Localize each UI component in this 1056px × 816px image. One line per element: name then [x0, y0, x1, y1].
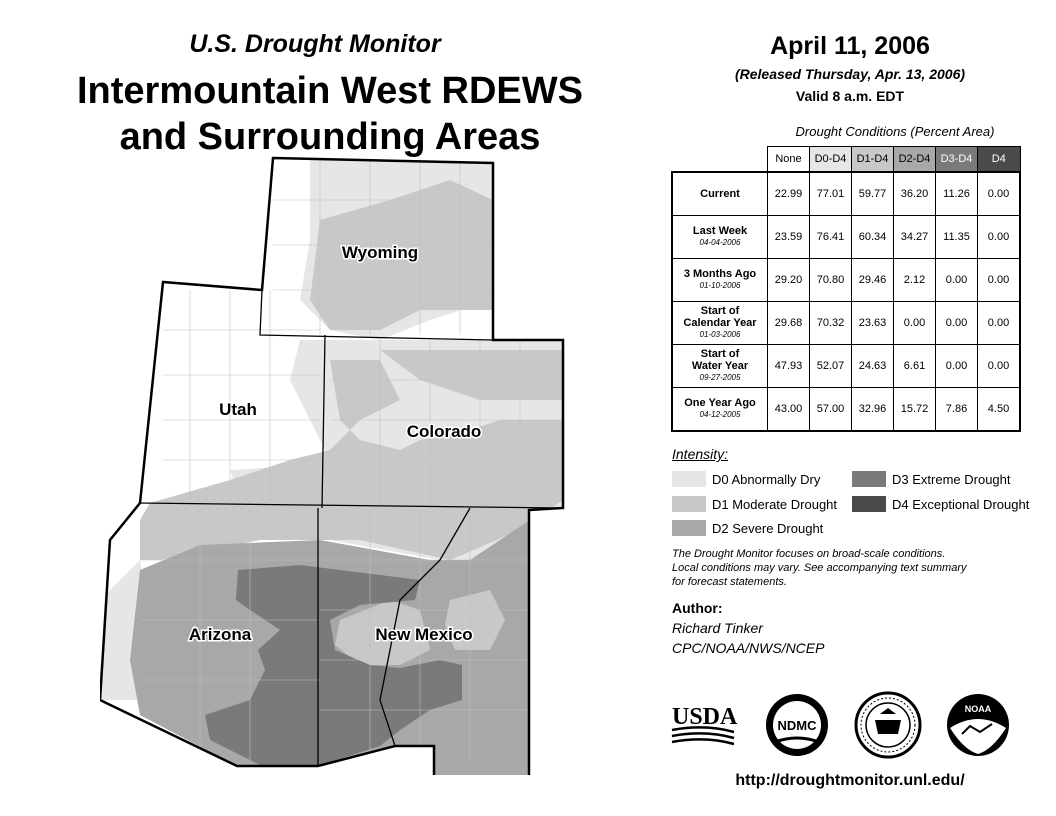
author-label: Author:	[672, 600, 723, 616]
legend-label-d4: D4 Exceptional Drought	[892, 496, 1030, 512]
table-cell: 70.32	[810, 302, 852, 345]
row-date: 09-27-2005	[699, 373, 741, 382]
row-label-text: Start of	[700, 305, 740, 317]
table-cell: 0.00	[978, 216, 1021, 259]
table-cell: 60.34	[852, 216, 894, 259]
region-title-line2: and Surrounding Areas	[119, 116, 541, 158]
row-label	[672, 259, 768, 302]
table-cell: 11.26	[936, 172, 978, 216]
note-line: for forecast statements.	[672, 576, 787, 588]
row-date: 01-10-2006	[699, 281, 741, 290]
legend-swatch-d3	[852, 471, 886, 487]
drought-conditions-table	[671, 146, 1021, 432]
table-cell: 0.00	[936, 302, 978, 345]
legend-item-d0	[672, 471, 820, 487]
table-cell: 47.93	[768, 345, 810, 388]
table-cell: 0.00	[978, 345, 1021, 388]
legend-item-d4	[852, 496, 1029, 512]
table-cell: 0.00	[936, 345, 978, 388]
table-cell: 6.61	[894, 345, 936, 388]
table-row-last-week	[672, 216, 1020, 259]
table-cell: 32.96	[852, 388, 894, 432]
ndmc-logo	[766, 694, 828, 756]
legend-title: Intensity:	[672, 446, 729, 462]
table-cell: 15.72	[894, 388, 936, 432]
row-label	[672, 345, 768, 388]
state-label-wyoming: Wyoming	[341, 243, 419, 262]
commerce-seal-logo	[856, 693, 920, 757]
col-header-d0-d4: D0-D4	[810, 147, 852, 173]
table-cell: 52.07	[810, 345, 852, 388]
table-cell: 23.59	[768, 216, 810, 259]
row-label-text: One Year Ago	[684, 397, 756, 409]
valid-time: Valid 8 a.m. EDT	[795, 88, 905, 104]
table-cell: 34.27	[894, 216, 936, 259]
note-line: The Drought Monitor focuses on broad-scale conditions.	[672, 548, 946, 560]
state-label-new-mexico: New Mexico	[375, 625, 473, 644]
row-label-text: Last Week	[692, 225, 748, 237]
table-row-start-water-year	[672, 345, 1020, 388]
row-label	[672, 216, 768, 259]
table-cell: 0.00	[894, 302, 936, 345]
row-label	[672, 172, 768, 216]
col-header-d3-d4: D3-D4	[936, 147, 978, 173]
table-cell: 29.20	[768, 259, 810, 302]
row-label-text-2: Calendar Year	[683, 317, 757, 329]
table-cell: 29.68	[768, 302, 810, 345]
disclaimer-note	[672, 547, 1032, 589]
table-row-current	[672, 172, 1020, 216]
legend-swatch-d0	[672, 471, 706, 487]
legend-label-d0: D0 Abnormally Dry	[712, 471, 821, 487]
col-header-d2-d4: D2-D4	[894, 147, 936, 173]
legend-label-d3: D3 Extreme Drought	[892, 471, 1011, 487]
author-org: CPC/NOAA/NWS/NCEP	[672, 640, 825, 656]
table-cell: 43.00	[768, 388, 810, 432]
table-cell: 23.63	[852, 302, 894, 345]
table-caption: Drought Conditions (Percent Area)	[795, 124, 995, 139]
usda-logo-text: USDA	[672, 704, 738, 730]
table-row-start-calendar-year	[672, 302, 1020, 345]
row-date: 04-04-2006	[699, 238, 741, 247]
table-cell: 76.41	[810, 216, 852, 259]
agency-logos	[670, 690, 1020, 760]
table-cell: 0.00	[936, 259, 978, 302]
legend-swatch-d2	[672, 520, 706, 536]
table-row-one-year-ago	[672, 388, 1020, 432]
table-cell: 29.46	[852, 259, 894, 302]
table-cell: 7.86	[936, 388, 978, 432]
monitor-title: U.S. Drought Monitor	[189, 30, 441, 58]
legend-item-d3	[852, 471, 1011, 487]
legend-label-d2: D2 Severe Drought	[712, 520, 824, 536]
table-cell: 2.12	[894, 259, 936, 302]
table-cell: 0.00	[978, 172, 1021, 216]
drought-map	[100, 150, 580, 775]
legend-item-d2	[672, 520, 823, 536]
table-cell: 4.50	[978, 388, 1021, 432]
table-cell: 77.01	[810, 172, 852, 216]
table-cell: 70.80	[810, 259, 852, 302]
legend-label-d1: D1 Moderate Drought	[712, 496, 838, 512]
noaa-logo-text: NOAA	[964, 704, 992, 714]
row-label-text: 3 Months Ago	[683, 268, 757, 280]
state-label-arizona: Arizona	[188, 625, 252, 644]
row-label	[672, 388, 768, 432]
region-title	[20, 68, 640, 160]
table-row-3-months-ago	[672, 259, 1020, 302]
row-label-text: Start of	[700, 348, 740, 360]
state-label-utah: Utah	[219, 400, 257, 419]
table-corner	[672, 147, 768, 173]
website-url: http://droughtmonitor.unl.edu/	[735, 772, 965, 789]
release-date: (Released Thursday, Apr. 13, 2006)	[734, 66, 966, 82]
legend-item-d1	[672, 496, 837, 512]
table-cell: 59.77	[852, 172, 894, 216]
row-label	[672, 302, 768, 345]
col-header-none: None	[768, 147, 810, 173]
drought-areas	[100, 150, 580, 775]
table-cell: 57.00	[810, 388, 852, 432]
author-name: Richard Tinker	[672, 620, 763, 636]
col-header-d1-d4: D1-D4	[852, 147, 894, 173]
row-label-text: Current	[700, 188, 740, 200]
note-line: Local conditions may vary. See accompanying text summary	[672, 562, 967, 574]
table-cell: 11.35	[936, 216, 978, 259]
row-date: 01-03-2006	[699, 330, 741, 339]
table-cell: 0.00	[978, 302, 1021, 345]
row-date: 04-12-2005	[699, 410, 741, 419]
row-label-text-2: Water Year	[691, 360, 749, 372]
table-header-row	[672, 147, 1020, 173]
state-label-colorado: Colorado	[406, 422, 482, 441]
col-header-d4: D4	[978, 147, 1021, 173]
legend-swatch-d1	[672, 496, 706, 512]
table-cell: 0.00	[978, 259, 1021, 302]
usda-logo	[672, 704, 738, 744]
region-title-line1: Intermountain West RDEWS	[77, 70, 583, 112]
table-cell: 22.99	[768, 172, 810, 216]
ndmc-logo-text: NDMC	[777, 718, 817, 733]
legend-swatch-d4	[852, 496, 886, 512]
report-date: April 11, 2006	[770, 32, 930, 60]
noaa-logo	[947, 694, 1009, 756]
table-cell: 24.63	[852, 345, 894, 388]
table-cell: 36.20	[894, 172, 936, 216]
